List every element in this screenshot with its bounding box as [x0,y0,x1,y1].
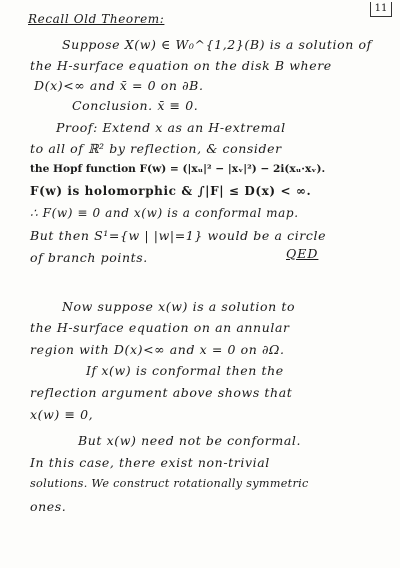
text-line: to all of ℝ² by reflection, & consider [30,141,282,156]
text-line: Suppose X(w) ∈ W₀^{1,2}(B) is a solution of [62,37,372,52]
text-line: x(w) ≡ 0, [30,407,94,422]
page-number: 11 [370,2,392,17]
text-line: of branch points. [30,250,148,265]
conformal-map-line: ∴ F(w) ≡ 0 and x(w) is a conformal map. [30,206,299,220]
text-line: Now suppose x(w) is a solution to [62,299,296,314]
conclusion-line: Conclusion. x̄ ≡ 0. [72,98,199,113]
text-line: region with D(x)<∞ and x = 0 on ∂Ω. [30,342,285,357]
hopf-function-line: the Hopf function F(w) = (|xᵤ|² − |xᵥ|²) − 2i(xᵤ·xᵥ). [30,163,326,175]
text-line: ones. [30,499,67,514]
text-line: the H-surface equation on the disk B where [30,58,332,73]
proof-line: Proof: Extend x as an H-extremal [56,120,286,135]
text-line: D(x)<∞ and x̄ = 0 on ∂B. [34,78,204,93]
text-line: the H-surface equation on an annular [30,320,290,335]
text-line: In this case, there exist non-trivial [30,455,270,470]
text-line: But x(w) need not be conformal. [78,433,302,448]
text-line: If x(w) is conformal then the [86,363,284,378]
heading-recall: Recall Old Theorem: [28,12,165,26]
text-line: solutions. We construct rotationally symmetric [30,477,309,490]
text-line: reflection argument above shows that [30,385,293,400]
text-line: But then S¹={w | |w|=1} would be a circle [30,228,327,243]
holomorphic-line: F(w) is holomorphic & ∫|F| ≤ D(x) < ∞. [30,184,312,198]
qed-mark: QED [286,246,319,261]
